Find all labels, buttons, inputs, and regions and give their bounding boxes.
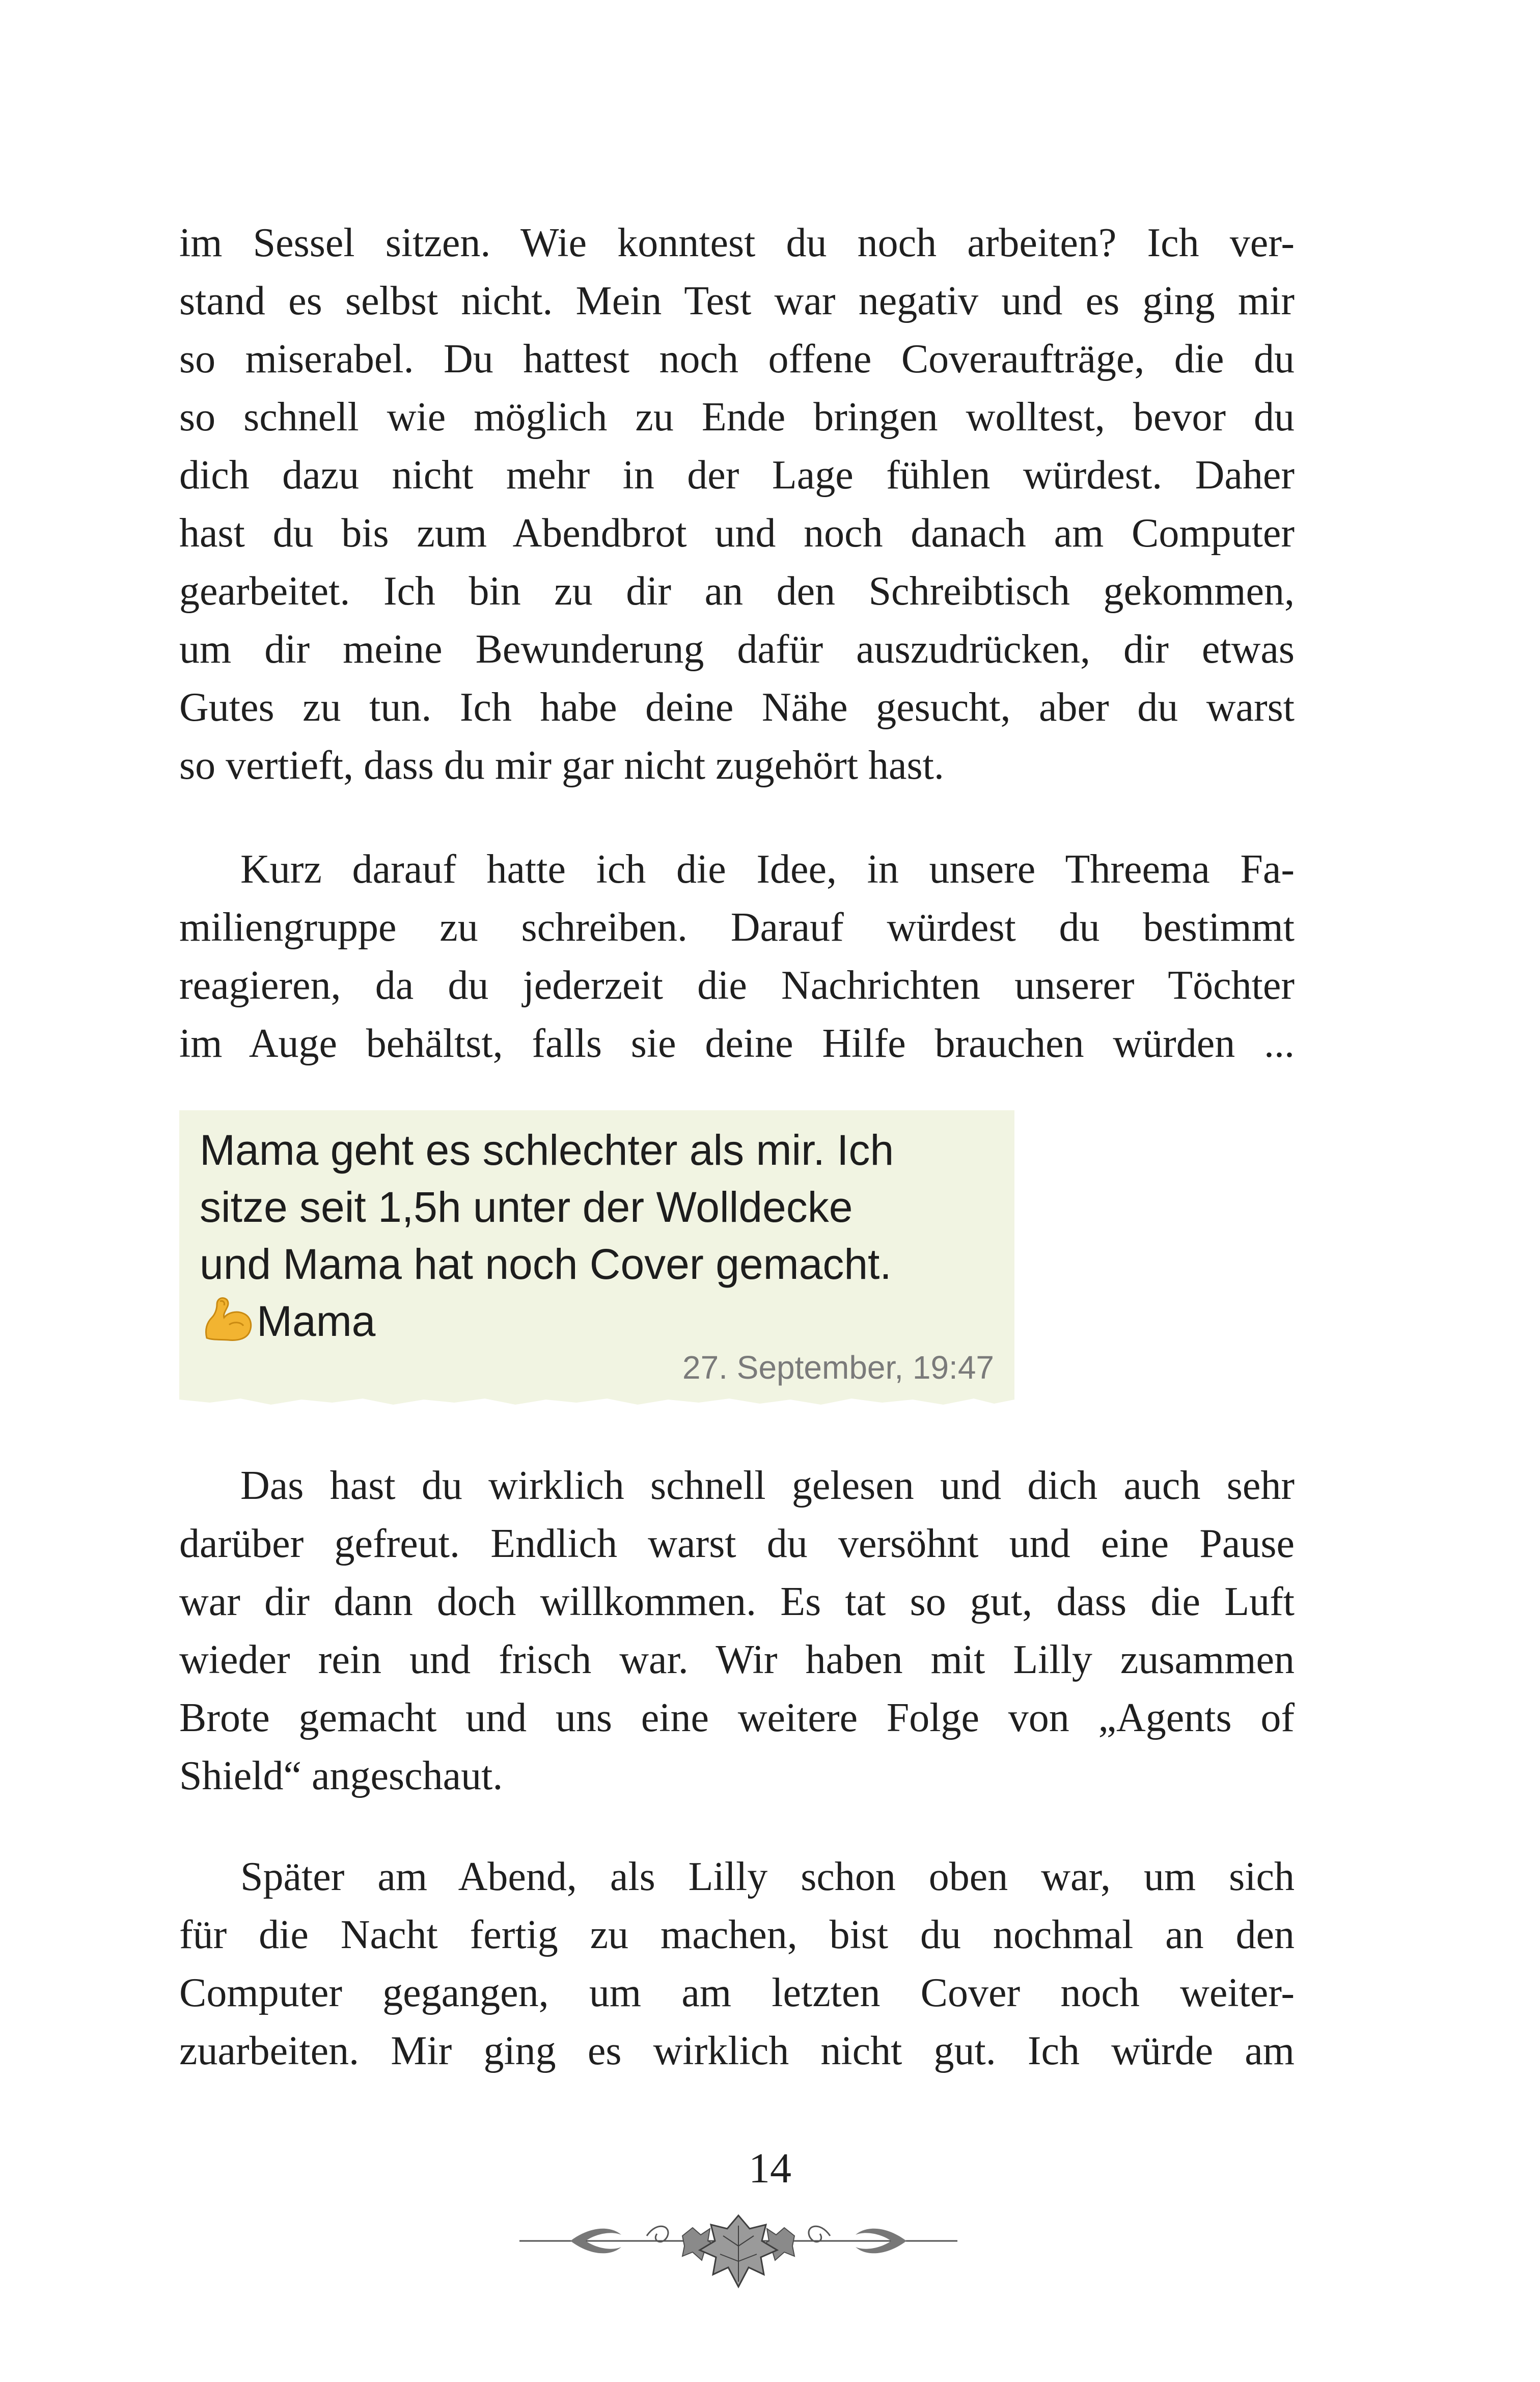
text-line: wieder rein und frisch war. Wir haben mit Lilly zusammen	[179, 1637, 1295, 1682]
text-line: stand es selbst nicht. Mein Test war negativ und es ging mir	[179, 279, 1295, 323]
text-line: im Auge behältst, falls sie deine Hilfe brauchen würden ...	[179, 1021, 1295, 1066]
text-line: für die Nacht fertig zu machen, bist du nochmal an den	[179, 1912, 1295, 1957]
message-line: sitze seit 1,5h unter der Wolldecke	[200, 1183, 853, 1231]
text-line: um dir meine Bewunderung dafür auszudrücken, dir etwas	[179, 627, 1295, 672]
text-line: Kurz darauf hatte ich die Idee, in unsere Threema Fa-	[240, 847, 1295, 892]
flexed-biceps-icon	[200, 1294, 255, 1343]
text-line: darüber gefreut. Endlich warst du versöhnt und eine Pause	[179, 1521, 1295, 1566]
paragraph-2	[179, 840, 1295, 1073]
text-line: hast du bis zum Abendbrot und noch danach am Computer	[179, 511, 1295, 556]
text-line: Später am Abend, als Lilly schon oben war, um sich	[240, 1854, 1295, 1899]
paragraph-3	[179, 1457, 1295, 1805]
text-line: im Sessel sitzen. Wie konntest du noch arbeiten? Ich ver-	[179, 221, 1295, 265]
message-last-line	[200, 1293, 994, 1350]
text-line: Shield“ angeschaut.	[179, 1754, 503, 1798]
text-line: miliengruppe zu schreiben. Darauf würdest du bestimmt	[179, 905, 1295, 950]
text-line: gearbeitet. Ich bin zu dir an den Schreibtisch gekommen,	[179, 569, 1295, 614]
text-line: Computer gegangen, um am letzten Cover noch weiter-	[179, 1970, 1295, 2015]
text-line: Das hast du wirklich schnell gelesen und dich auch sehr	[240, 1463, 1295, 1508]
text-line: dich dazu nicht mehr in der Lage fühlen würdest. Daher	[179, 453, 1295, 498]
message-last-word: Mama	[257, 1297, 376, 1345]
message-line: Mama geht es schlechter als mir. Ich	[200, 1126, 894, 1174]
text-line: so vertieft, dass du mir gar nicht zugehört hast.	[179, 743, 944, 788]
text-line: war dir dann doch willkommen. Es tat so gut, dass die Luft	[179, 1579, 1295, 1624]
paragraph-4	[179, 1848, 1295, 2080]
chat-message-bubble	[179, 1110, 1014, 1397]
message-line: und Mama hat noch Cover gemacht.	[200, 1240, 892, 1288]
bubble-torn-edge	[179, 1397, 1014, 1410]
chat-message-text	[200, 1121, 994, 1350]
text-line: reagieren, da du jederzeit die Nachrichten unserer Töchter	[179, 963, 1295, 1008]
page-number: 14	[749, 2145, 791, 2192]
text-line: Brote gemacht und uns eine weitere Folge von „Agents of	[179, 1695, 1295, 1740]
leaf-ornament-icon	[514, 2205, 963, 2297]
message-timestamp: 27. September, 19:47	[682, 1349, 994, 1386]
paragraph-1	[179, 214, 1295, 795]
text-line: zuarbeiten. Mir ging es wirklich nicht gut. Ich würde am	[179, 2029, 1295, 2073]
text-line: Gutes zu tun. Ich habe deine Nähe gesucht, aber du warst	[179, 685, 1295, 730]
text-line: so miserabel. Du hattest noch offene Coveraufträge, die du	[179, 337, 1295, 381]
text-line: so schnell wie möglich zu Ende bringen wolltest, bevor du	[179, 395, 1295, 440]
